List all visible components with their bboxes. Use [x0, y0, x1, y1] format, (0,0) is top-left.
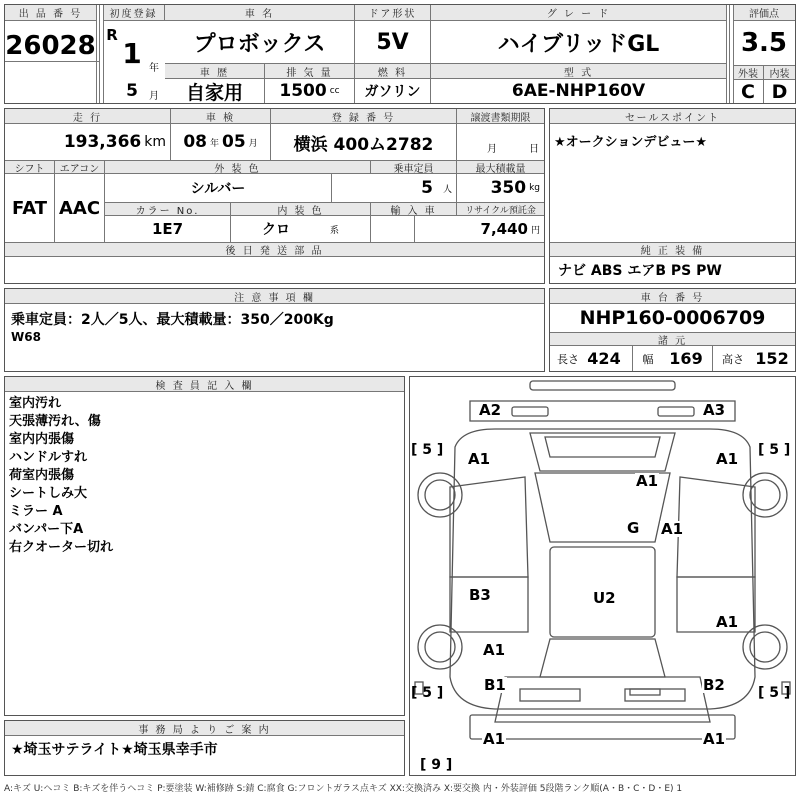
reg-month-unit: 月 — [149, 90, 159, 102]
note-item: 右クオーター切れ — [9, 540, 114, 555]
int-color-unit: 系 — [329, 225, 339, 236]
capacity-label: 乗車定員 — [371, 161, 457, 174]
equipment: ナビ ABS エアB PS PW — [558, 263, 722, 279]
tire-front-left: [ 5 ] — [411, 442, 444, 458]
tire-rear-left: [ 5 ] — [411, 685, 444, 701]
damage-mark-a3: A3 — [703, 401, 726, 419]
inspector-label: 検 査 員 記 入 欄 — [5, 377, 404, 392]
mileage-value: 193,366 — [63, 132, 142, 152]
chassis-label: 車 台 番 号 — [550, 289, 795, 304]
int-color-label: 内 装 色 — [231, 203, 371, 216]
exterior-label: 外装 — [733, 66, 764, 80]
interior-label: 内装 — [764, 66, 795, 80]
height: 152 — [755, 348, 789, 368]
lot-label: 出 品 番 号 — [5, 5, 97, 21]
displacement — [265, 79, 355, 103]
grade: ハイブリッドGL — [431, 21, 727, 63]
exterior-score: C — [733, 80, 764, 103]
later-parts-value — [5, 257, 544, 283]
import-label: 輸 入 車 — [371, 203, 457, 216]
reg-year-unit: 年 — [149, 62, 159, 74]
insp-month-unit: 月 — [248, 138, 258, 149]
int-color — [231, 216, 371, 242]
shift: FAT — [5, 174, 55, 242]
damage-mark-g: G — [627, 519, 640, 537]
inspection-label: 車 検 — [171, 109, 271, 124]
model-label: 型 式 — [431, 64, 727, 79]
note-item: 荷室内張傷 — [9, 468, 75, 483]
mileage-unit: km — [144, 134, 166, 150]
transfer-label: 譲渡書類期限 — [457, 109, 544, 124]
chassis-box — [549, 288, 796, 372]
door-label: ドア形状 — [355, 5, 431, 21]
inspection-date — [171, 124, 271, 160]
plate-label: 登 録 番 号 — [271, 109, 457, 124]
height-label: 高さ — [722, 353, 744, 366]
load-value: 350 — [490, 178, 527, 198]
capacity — [371, 174, 457, 202]
mileage — [5, 124, 171, 160]
capacity-value: 5 — [421, 178, 433, 198]
reg-era: R — [106, 26, 118, 44]
transfer-day-unit: 日 — [529, 143, 539, 155]
reg-month: 5 — [126, 81, 138, 101]
ac-label: エアコン — [55, 161, 105, 174]
transfer-month-unit: 月 — [487, 143, 497, 155]
load-label: 最大積載量 — [457, 161, 544, 174]
grade-label: グ レ ー ド — [431, 5, 727, 21]
displacement-unit: cc — [329, 86, 340, 96]
interior-score: D — [771, 80, 788, 103]
note-item: シートしみ大 — [9, 486, 88, 501]
office-label: 事 務 局 よ り ご 案 内 — [5, 721, 404, 736]
reg-year: 1 — [122, 36, 142, 70]
equipment-label: 純 正 装 備 — [550, 243, 795, 257]
notice-line-2: W68 — [11, 330, 41, 344]
displacement-label: 排 気 量 — [265, 64, 355, 79]
damage-mark-a1-right-rear: A1 — [716, 613, 739, 631]
notice-line-1: 乗車定員：2人／5人、最大積載量：350／200Kg — [11, 312, 334, 328]
width: 169 — [669, 348, 703, 368]
damage-mark-a1-right-front: A1 — [716, 450, 739, 468]
load-unit: kg — [529, 183, 540, 193]
sales-point-label: セールスポイント — [550, 109, 795, 124]
damage-mark-b2: B2 — [703, 676, 725, 694]
note-item: 室内内張傷 — [9, 432, 75, 447]
tire-spare: [ 9 ] — [420, 757, 453, 773]
header-box — [4, 4, 796, 104]
mileage-label: 走 行 — [5, 109, 171, 124]
note-item: バンパー下A — [9, 522, 84, 537]
note-item: 室内汚れ — [9, 396, 62, 411]
max-load — [457, 174, 544, 202]
capacity-unit: 人 — [442, 184, 452, 195]
damage-mark-b3: B3 — [469, 586, 491, 604]
inspector-box — [4, 376, 405, 716]
damage-mark-a1-glass: A1 — [661, 520, 684, 538]
tire-rear-right: [ 5 ] — [758, 685, 791, 701]
damage-mark-a1-left-rear: A1 — [483, 641, 506, 659]
air-conditioner: AAC — [55, 174, 105, 242]
damage-mark-a1-hood: A1 — [636, 472, 659, 490]
color-number: 1E7 — [105, 216, 231, 242]
first-reg-label: 初度登録 — [103, 5, 165, 21]
door-type: 5V — [355, 21, 431, 63]
model-code: 6AE-NHP160V — [431, 79, 727, 103]
chassis-number: NHP160-0006709 — [579, 307, 766, 329]
vehicle-info-box — [4, 108, 545, 284]
note-item: ミラー A — [9, 504, 63, 519]
damage-mark-a1-right-bumper: A1 — [703, 730, 726, 748]
notice-box — [4, 288, 545, 372]
tire-front-right: [ 5 ] — [758, 442, 791, 458]
ext-color-label: 外 装 色 — [105, 161, 371, 174]
later-parts-label: 後 日 発 送 部 品 — [5, 243, 544, 257]
history: 自家用 — [165, 79, 265, 103]
legend-text: A:キズ U:ヘコミ B:キズを伴うヘコミ P:要塗装 W:補修跡 S:錆 C:腐食 G:フロントガラス点キズ XX:交換済み X:要交換 内・外装評価 5段階ランク順(A・B・C・D・E) 1 — [4, 784, 683, 794]
sales-point-box — [549, 108, 796, 284]
damage-mark-a1-left-front: A1 — [468, 450, 491, 468]
recycle-label: リサイクル預託金 — [457, 203, 544, 216]
damage-diagram — [409, 376, 796, 776]
damage-mark-b1: B1 — [484, 676, 506, 694]
car-name-label: 車 名 — [165, 5, 355, 21]
office-box — [4, 720, 405, 776]
fuel: ガソリン — [355, 79, 431, 103]
inspector-notes — [9, 395, 113, 557]
note-item: 天張薄汚れ、傷 — [9, 414, 101, 429]
insp-month: 05 — [222, 132, 246, 152]
plate-number: 横浜 400ム2782 — [271, 124, 457, 160]
notice-label: 注 意 事 項 欄 — [5, 289, 544, 304]
recycle-value: 7,440 — [480, 220, 528, 238]
insp-year-unit: 年 — [209, 138, 219, 149]
damage-mark-a1-left-bumper: A1 — [483, 730, 506, 748]
car-name: プロボックス — [165, 21, 355, 63]
fuel-label: 燃 料 — [355, 64, 431, 79]
damage-mark-u2: U2 — [593, 589, 616, 607]
score-label: 評価点 — [733, 5, 795, 21]
shift-label: シフト — [5, 161, 55, 174]
displacement-value: 1500 — [279, 81, 327, 101]
note-item: ハンドルすれ — [9, 450, 88, 465]
spec-label: 諸 元 — [550, 333, 795, 346]
length: 424 — [587, 348, 621, 368]
recycle-unit: 円 — [530, 225, 540, 236]
sales-point: ★オークションデビュー★ — [554, 134, 708, 150]
length-label: 長さ — [557, 353, 579, 366]
width-label: 幅 — [642, 353, 654, 366]
damage-mark-a2: A2 — [479, 401, 502, 419]
car-outline — [410, 377, 795, 775]
color-no-label: カラー No. — [105, 203, 231, 216]
office-text: ★埼玉サテライト★埼玉県幸手市 — [11, 742, 218, 758]
insp-year: 08 — [183, 132, 207, 152]
lot-number: 26028 — [5, 21, 97, 103]
ext-color: シルバー — [190, 181, 246, 197]
recycle-fee — [457, 216, 544, 242]
history-label: 車 歴 — [165, 64, 265, 79]
overall-score: 3.5 — [740, 28, 788, 58]
int-color-value: クロ — [261, 222, 290, 238]
